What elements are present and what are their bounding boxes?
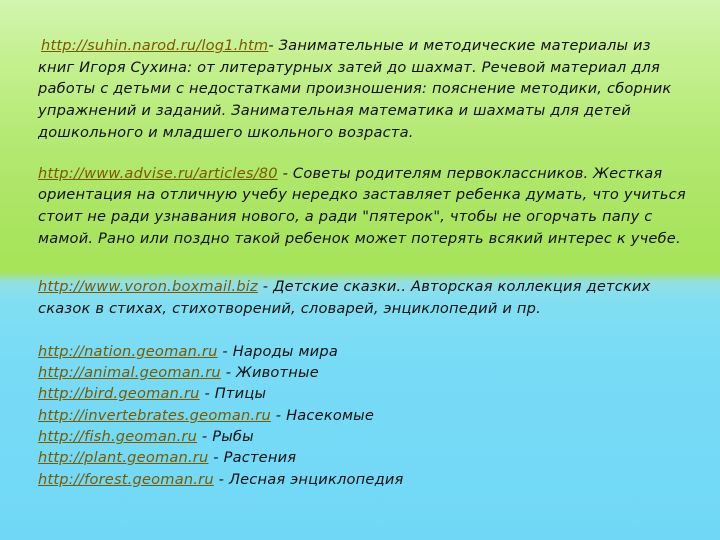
list-item-text: - Животные [220,364,319,382]
list-item-text: - Насекомые [270,406,375,424]
list-item [38,383,690,404]
list-item [38,405,690,426]
list-item-text: - Птицы [199,385,267,403]
list-item [38,341,690,362]
paragraph-voron-text: - Детские сказки.. Авторская коллекция детских сказок в стихах, стихотворений, словарей, энциклопедий и пр. [38,278,651,318]
list-item-text: - Рыбы [197,427,254,445]
link-advise[interactable]: http://www.advise.ru/articles/80 [38,164,278,182]
paragraph-suhin [38,35,690,144]
link-suhin[interactable]: http://suhin.narod.ru/log1.htm [41,37,269,54]
link-fish[interactable]: http://fish.geoman.ru [38,427,198,445]
list-item-text: - Лесная энциклопедия [213,470,404,488]
paragraph-voron [38,276,690,319]
list-item [38,362,690,383]
link-forest[interactable]: http://forest.geoman.ru [38,470,214,488]
list-item [38,469,690,490]
link-nation[interactable]: http://nation.geoman.ru [38,342,218,360]
content-area [38,35,690,504]
geoman-links-list [38,341,690,490]
paragraph-advise-text: - Советы родителям первоклассников. Жесткая ориентация на отличную учебу нередко заставляет ребенка думать, что учиться стоит не ради узнавания нового, а ради "пятерок", чтобы не огорчать папу с мамой. Рано или поздно такой ребенок может потерять всякий интерес к учебе. [38,164,686,247]
paragraph-suhin-text: - Занимательные и методические материалы из книг Игоря Сухина: от литературных затей до шахмат. Речевой материал для работы с детьми с недостатками произношения: пояснение методики, сборник упражнений и заданий. Занимательная математика и шахматы для детей дошкольного и младшего школьного возраста. [38,37,672,141]
list-item-text: - Народы мира [217,342,338,360]
link-animal[interactable]: http://animal.geoman.ru [38,364,221,382]
list-item-text: - Растения [208,449,297,467]
list-item [38,426,690,447]
link-voron[interactable]: http://www.voron.boxmail.biz [38,278,258,296]
list-item [38,447,690,468]
link-plant[interactable]: http://plant.geoman.ru [38,449,209,467]
link-bird[interactable]: http://bird.geoman.ru [38,385,200,403]
paragraph-advise [38,163,690,250]
link-invertebrates[interactable]: http://invertebrates.geoman.ru [38,406,271,424]
